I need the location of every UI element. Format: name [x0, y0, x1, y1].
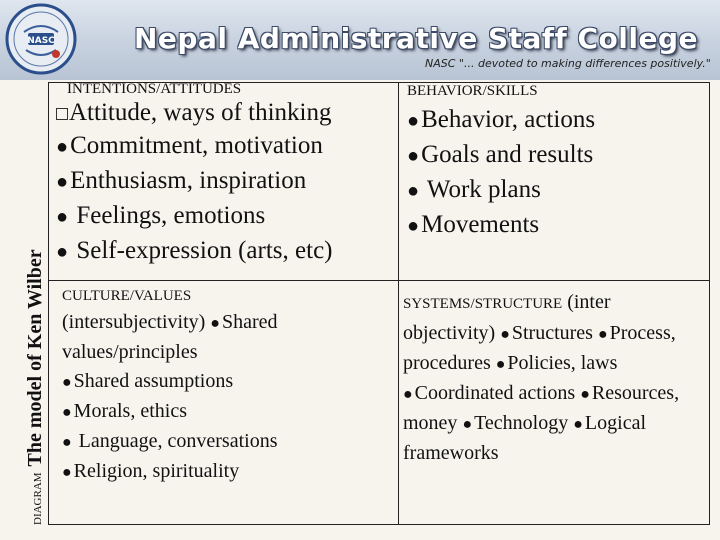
- quadrant-heading: INTENTIONS/ATTITUDES: [67, 81, 242, 97]
- systems-text: SYSTEMS/STRUCTURE (inter objectivity) ● Structures ● Process, procedures ● Policies, laws ● Coordinated actions ● Resources, money ● Technology ● Logical frameworks: [403, 291, 680, 464]
- diagram-label: DIAGRAM: [32, 472, 44, 525]
- behavior-list: [407, 103, 707, 243]
- quadrant-heading: SYSTEMS/STRUCTURE: [403, 296, 563, 312]
- list-item: ●Goals and results: [407, 141, 594, 168]
- bullet-icon: ●: [407, 145, 420, 167]
- bullet-icon: ●: [62, 404, 72, 421]
- bullet-icon: ●: [56, 136, 69, 158]
- quadrant-heading: BEHAVIOR/SKILLS: [407, 83, 538, 99]
- quadrant-heading: CULTURE/VALUES: [62, 288, 192, 304]
- list-item: ● Feelings, emotions: [56, 202, 266, 229]
- bullet-icon: ●: [56, 241, 69, 263]
- quadrant-grid: [48, 82, 710, 525]
- list-item: ● Self-expression (arts, etc): [56, 237, 333, 264]
- vertical-divider: [398, 83, 399, 524]
- bullet-icon: ●: [403, 386, 413, 403]
- bullet-icon: ●: [62, 464, 72, 481]
- quadrant-behavior: [407, 83, 707, 243]
- model-title: The model of Ken Wilber: [24, 249, 46, 467]
- logo-text: NASC: [27, 36, 55, 46]
- checkbox-icon: [56, 108, 68, 120]
- bullet-icon: ●: [573, 416, 583, 433]
- bullet-icon: ●: [62, 434, 72, 451]
- list-item: ●Commitment, motivation: [56, 132, 323, 159]
- horizontal-divider: [49, 280, 709, 281]
- bullet-icon: ●: [495, 356, 506, 373]
- quadrant-systems: [403, 288, 705, 468]
- quadrant-intentions: [56, 81, 392, 269]
- side-title: [24, 249, 47, 525]
- bullet-icon: ●: [500, 326, 510, 343]
- bullet-icon: ●: [56, 206, 69, 228]
- list-item: Attitude, ways of thinking: [56, 96, 392, 129]
- intentions-list: [56, 96, 392, 269]
- bullet-icon: ●: [407, 215, 420, 237]
- culture-text: (intersubjectivity) ● Shared values/principles ● Shared assumptions ● Morals, ethics ● Language, conversations ● Religion, spirituality: [62, 311, 278, 482]
- list-item: ●Enthusiasm, inspiration: [56, 167, 307, 194]
- bullet-icon: ●: [462, 416, 473, 433]
- nasc-logo: [4, 2, 78, 76]
- list-item: ●Movements: [407, 211, 540, 238]
- tagline: NASC "... devoted to making differences positively.": [425, 57, 711, 70]
- bullet-icon: ●: [210, 315, 220, 332]
- bullet-icon: ●: [407, 180, 420, 202]
- list-item: ●Behavior, actions: [407, 106, 596, 133]
- college-title: Nepal Administrative Staff College: [134, 22, 699, 55]
- bullet-icon: ●: [56, 171, 69, 193]
- quadrant-culture: [62, 288, 392, 487]
- bullet-icon: ●: [62, 374, 72, 391]
- list-item: ● Work plans: [407, 176, 541, 203]
- header-banner: [0, 0, 720, 80]
- bullet-icon: ●: [407, 110, 420, 132]
- bullet-icon: ●: [580, 386, 590, 403]
- bullet-icon: ●: [597, 326, 608, 343]
